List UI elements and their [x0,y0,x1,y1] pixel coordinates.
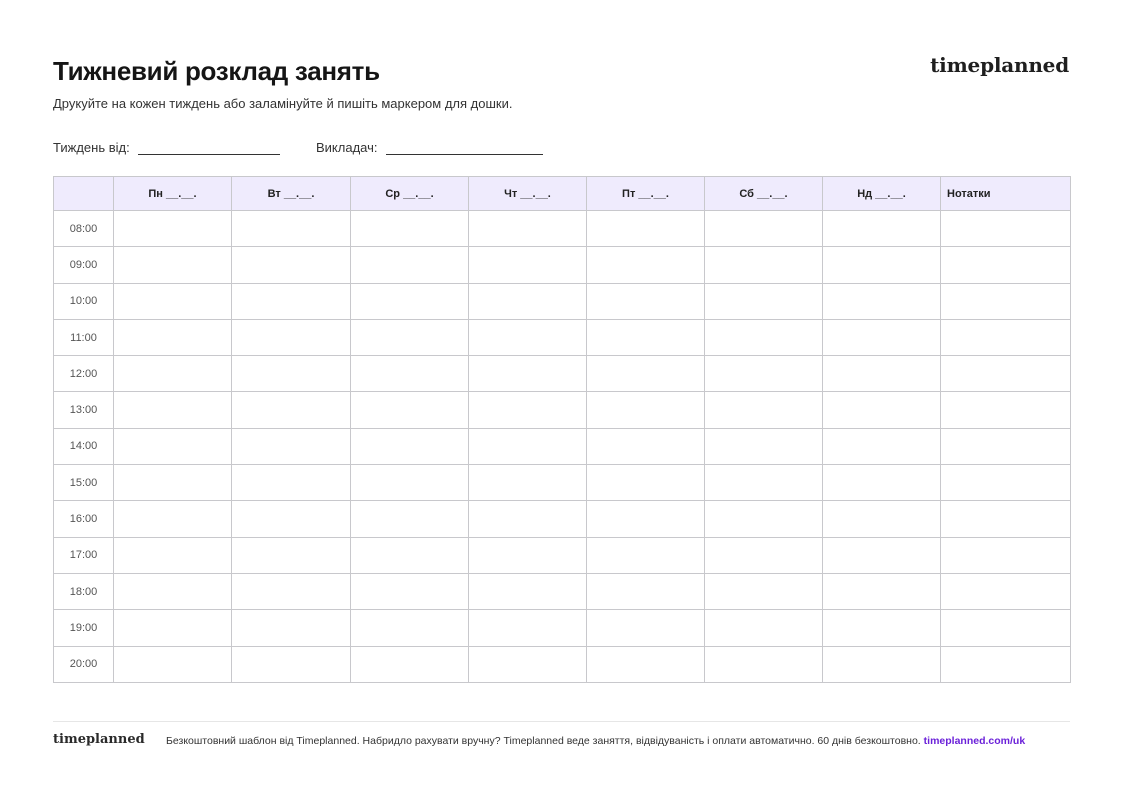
schedule-cell [587,211,705,247]
week-label: Тиждень від: [53,140,130,155]
teacher-field [316,140,543,155]
schedule-cell [469,392,587,428]
schedule-cell [587,428,705,464]
schedule-cell [587,283,705,319]
footer-divider [53,721,1070,722]
notes-cell [941,356,1071,392]
schedule-cell [351,428,469,464]
schedule-cell [114,573,232,609]
notes-cell [941,247,1071,283]
week-input-line [138,143,280,155]
schedule-cell [114,610,232,646]
schedule-cell [823,319,941,355]
time-slot-label: 09:00 [54,247,114,283]
schedule-cell [587,610,705,646]
schedule-cell [823,392,941,428]
schedule-cell [823,646,941,682]
schedule-cell [232,356,351,392]
schedule-cell [469,646,587,682]
schedule-cell [351,392,469,428]
schedule-cell [351,247,469,283]
day-header: Чт __.__. [469,177,587,211]
schedule-cell [705,428,823,464]
schedule-cell [232,465,351,501]
schedule-cell [705,392,823,428]
schedule-cell [114,537,232,573]
teacher-label: Викладач: [316,140,378,155]
table-row [54,610,1071,646]
schedule-cell [469,428,587,464]
schedule-cell [469,319,587,355]
schedule-cell [823,465,941,501]
schedule-cell [351,501,469,537]
schedule-cell [469,610,587,646]
schedule-cell [705,537,823,573]
schedule-cell [114,646,232,682]
schedule-cell [114,247,232,283]
schedule-cell [469,211,587,247]
week-field [53,140,280,155]
time-slot-label: 13:00 [54,392,114,428]
notes-cell [941,537,1071,573]
schedule-cell [351,646,469,682]
table-row [54,646,1071,682]
schedule-cell [232,573,351,609]
schedule-cell [232,319,351,355]
schedule-cell [232,646,351,682]
day-header: Ср __.__. [351,177,469,211]
footer-note [166,735,1025,747]
table-row [54,211,1071,247]
page-subtitle: Друкуйте на кожен тиждень або заламінуйте й пишіть маркером для дошки. [53,96,513,111]
schedule-cell [823,356,941,392]
schedule-cell [114,211,232,247]
table-header-row [54,177,1071,211]
schedule-cell [232,211,351,247]
schedule-cell [351,283,469,319]
notes-cell [941,283,1071,319]
schedule-cell [823,428,941,464]
schedule-cell [587,537,705,573]
schedule-cell [587,356,705,392]
schedule-cell [587,465,705,501]
schedule-cell [114,465,232,501]
table-row [54,319,1071,355]
schedule-table [53,176,1071,683]
time-slot-label: 17:00 [54,537,114,573]
table-row [54,392,1071,428]
notes-cell [941,610,1071,646]
table-row [54,501,1071,537]
schedule-cell [232,428,351,464]
schedule-cell [469,537,587,573]
schedule-cell [351,319,469,355]
schedule-cell [705,319,823,355]
footer-brand-logo: timeplanned [53,732,145,747]
notes-cell [941,573,1071,609]
schedule-cell [587,573,705,609]
teacher-input-line [386,143,543,155]
table-row [54,356,1071,392]
time-slot-label: 20:00 [54,646,114,682]
schedule-cell [823,501,941,537]
day-header: Пн __.__. [114,177,232,211]
table-row [54,428,1071,464]
schedule-cell [705,211,823,247]
schedule-cell [587,319,705,355]
schedule-cell [232,283,351,319]
schedule-cell [705,646,823,682]
table-row [54,537,1071,573]
notes-cell [941,428,1071,464]
time-slot-label: 11:00 [54,319,114,355]
schedule-cell [587,247,705,283]
time-slot-label: 08:00 [54,211,114,247]
notes-header: Нотатки [941,177,1071,211]
day-header: Нд __.__. [823,177,941,211]
footer-link[interactable]: timeplanned.com/uk [923,735,1026,747]
table-row [54,465,1071,501]
time-slot-label: 16:00 [54,501,114,537]
schedule-cell [114,428,232,464]
schedule-cell [351,610,469,646]
schedule-cell [823,537,941,573]
schedule-cell [469,573,587,609]
schedule-cell [705,465,823,501]
page-title: Тижневий розклад занять [53,56,380,86]
schedule-cell [114,319,232,355]
table-row [54,283,1071,319]
notes-cell [941,501,1071,537]
schedule-cell [469,356,587,392]
table-row [54,573,1071,609]
time-slot-label: 10:00 [54,283,114,319]
time-slot-label: 14:00 [54,428,114,464]
schedule-cell [351,465,469,501]
schedule-cell [232,392,351,428]
schedule-cell [705,283,823,319]
notes-cell [941,465,1071,501]
schedule-cell [114,356,232,392]
schedule-cell [587,646,705,682]
schedule-cell [351,537,469,573]
schedule-cell [705,356,823,392]
schedule-cell [114,501,232,537]
time-slot-label: 18:00 [54,573,114,609]
time-slot-label: 12:00 [54,356,114,392]
schedule-cell [587,392,705,428]
brand-logo: timeplanned [930,53,1069,77]
notes-cell [941,211,1071,247]
schedule-cell [823,283,941,319]
schedule-cell [705,610,823,646]
schedule-cell [469,501,587,537]
schedule-cell [351,211,469,247]
schedule-cell [232,537,351,573]
schedule-cell [823,610,941,646]
schedule-cell [823,211,941,247]
corner-cell [54,177,114,211]
schedule-cell [232,247,351,283]
time-slot-label: 15:00 [54,465,114,501]
footer-text: Безкоштовний шаблон від Timeplanned. Набридло рахувати вручну? Timeplanned веде заняття, відвідуваність і оплати автоматично. 60 днів безкоштовно. [166,735,921,747]
schedule-cell [705,247,823,283]
schedule-cell [232,610,351,646]
time-slot-label: 19:00 [54,610,114,646]
schedule-cell [823,247,941,283]
schedule-cell [469,283,587,319]
schedule-cell [232,501,351,537]
notes-cell [941,646,1071,682]
schedule-cell [114,283,232,319]
day-header: Пт __.__. [587,177,705,211]
schedule-cell [351,356,469,392]
schedule-cell [469,247,587,283]
schedule-cell [351,573,469,609]
notes-cell [941,392,1071,428]
schedule-cell [114,392,232,428]
schedule-cell [469,465,587,501]
schedule-cell [587,501,705,537]
notes-cell [941,319,1071,355]
schedule-cell [705,501,823,537]
schedule-cell [823,573,941,609]
table-row [54,247,1071,283]
day-header: Вт __.__. [232,177,351,211]
day-header: Сб __.__. [705,177,823,211]
schedule-cell [705,573,823,609]
